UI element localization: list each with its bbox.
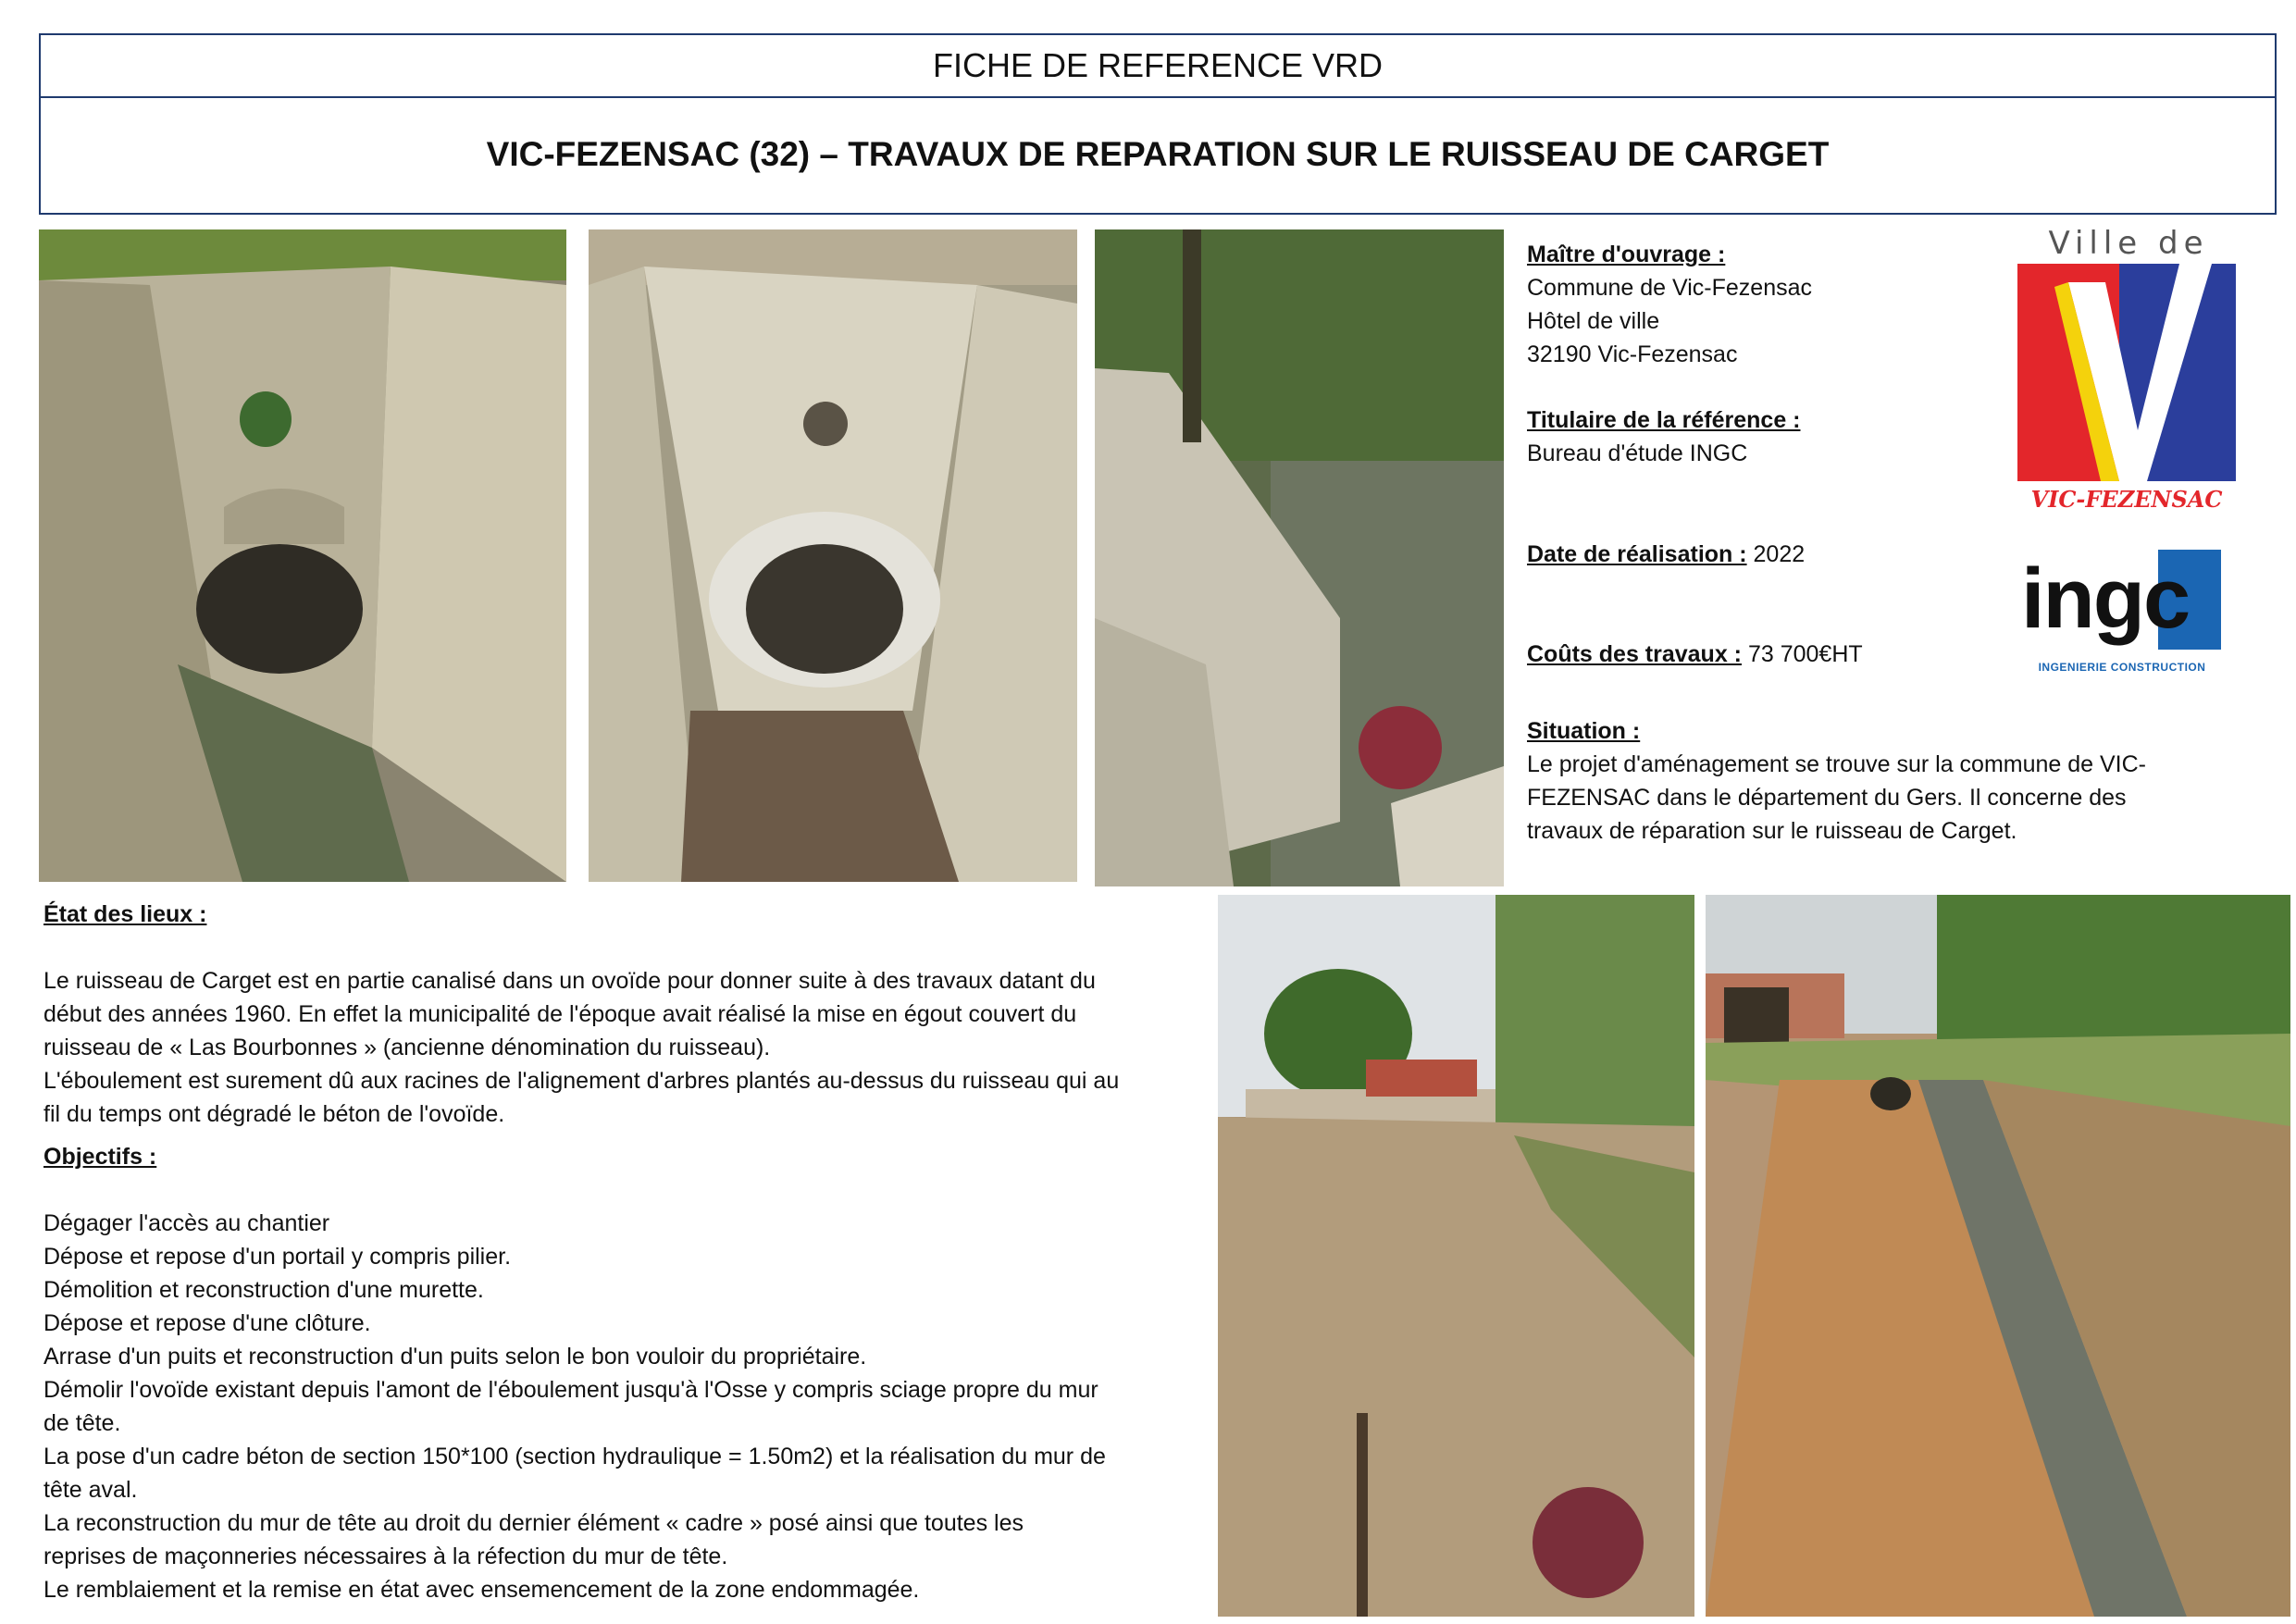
cout-value: 73 700€HT <box>1747 641 1863 667</box>
objectif-line: La pose d'un cadre béton de section 150*100 (section hydraulique = 1.50m2) et la réalisation du mur de <box>43 1444 1106 1469</box>
objectifs-label: Objectifs : <box>43 1144 157 1170</box>
situation-label: Situation : <box>1527 718 1641 744</box>
situation-block <box>1527 714 2230 848</box>
ville-logo <box>2017 225 2236 521</box>
photo-stream-side <box>1095 229 1504 886</box>
ville-logo-emblem <box>2017 264 2236 481</box>
maitre-line: Commune de Vic-Fezensac <box>1527 275 1813 301</box>
titulaire-value: Bureau d'étude INGC <box>1527 440 1748 466</box>
objectif-line: Dépose et repose d'un portail y compris pilier. <box>43 1244 512 1270</box>
date-value: 2022 <box>1753 541 1806 567</box>
etat-line: fil du temps ont dégradé le béton de l'ovoïde. <box>43 1101 505 1127</box>
photo-culvert-before <box>39 229 566 882</box>
project-title: VIC-FEZENSAC (32) – TRAVAUX DE REPARATION SUR LE RUISSEAU DE CARGET <box>486 135 1830 173</box>
objectif-line: Démolir l'ovoïde existant depuis l'amont de l'éboulement jusqu'à l'Osse y compris sciage propre du mur <box>43 1377 1098 1403</box>
etat-block <box>43 898 1200 1131</box>
situation-line: FEZENSAC dans le département du Gers. Il concerne des <box>1527 785 2127 811</box>
ville-logo-top-text: Ville de <box>2048 225 2209 262</box>
maitre-line: Hôtel de ville <box>1527 308 1660 334</box>
photo-cleared-field <box>1218 895 1694 1617</box>
document-title: FICHE DE REFERENCE VRD <box>41 35 2275 98</box>
objectif-line: Dépose et repose d'une clôture. <box>43 1310 371 1336</box>
objectif-line: Démolition et reconstruction d'une murette. <box>43 1277 484 1303</box>
etat-line: L'éboulement est surement dû aux racines de l'alignement d'arbres plantés au-dessus du ruisseau qui au <box>43 1068 1120 1094</box>
maitre-label: Maître d'ouvrage : <box>1527 242 1726 267</box>
ville-logo-bottom-text: VIC-FEZENSAC <box>2030 486 2223 513</box>
ingc-logo-subtitle: INGENIERIE CONSTRUCTION <box>2038 661 2206 674</box>
cout-label: Coûts des travaux : <box>1527 641 1743 667</box>
title-box <box>39 33 2277 215</box>
ingc-logo <box>2021 546 2223 683</box>
situation-line: travaux de réparation sur le ruisseau de Carget. <box>1527 818 2017 844</box>
etat-label: État des lieux : <box>43 901 207 927</box>
objectif-line: Le remblaiement et la remise en état avec ensemencement de la zone endommagée. <box>43 1577 920 1603</box>
date-label: Date de réalisation : <box>1527 541 1747 567</box>
situation-line: Le projet d'aménagement se trouve sur la commune de VIC- <box>1527 751 2147 777</box>
photo-culvert-repaired <box>589 229 1077 882</box>
objectif-line: tête aval. <box>43 1477 138 1503</box>
etat-line: début des années 1960. En effet la municipalité de l'époque avait réalisé la mise en égout couvert du <box>43 1001 1077 1027</box>
objectifs-block <box>43 1140 1210 1606</box>
titulaire-label: Titulaire de la référence : <box>1527 407 1801 433</box>
etat-line: Le ruisseau de Carget est en partie canalisé dans un ovoïde pour donner suite à des travaux datant du <box>43 968 1096 994</box>
objectif-line: Dégager l'accès au chantier <box>43 1210 330 1236</box>
objectif-line: La reconstruction du mur de tête au droit du dernier élément « cadre » posé ainsi que toutes les <box>43 1510 1024 1536</box>
photo-open-trench <box>1706 895 2290 1617</box>
maitre-line: 32190 Vic-Fezensac <box>1527 341 1738 367</box>
etat-line: ruisseau de « Las Bourbonnes » (ancienne dénomination du ruisseau). <box>43 1035 771 1060</box>
objectif-line: Arrase d'un puits et reconstruction d'un puits selon le bon vouloir du propriétaire. <box>43 1344 867 1370</box>
objectif-line: de tête. <box>43 1410 121 1436</box>
ingc-logo-text: ingc <box>2021 552 2190 646</box>
objectif-line: reprises de maçonneries nécessaires à la réfection du mur de tête. <box>43 1543 728 1569</box>
